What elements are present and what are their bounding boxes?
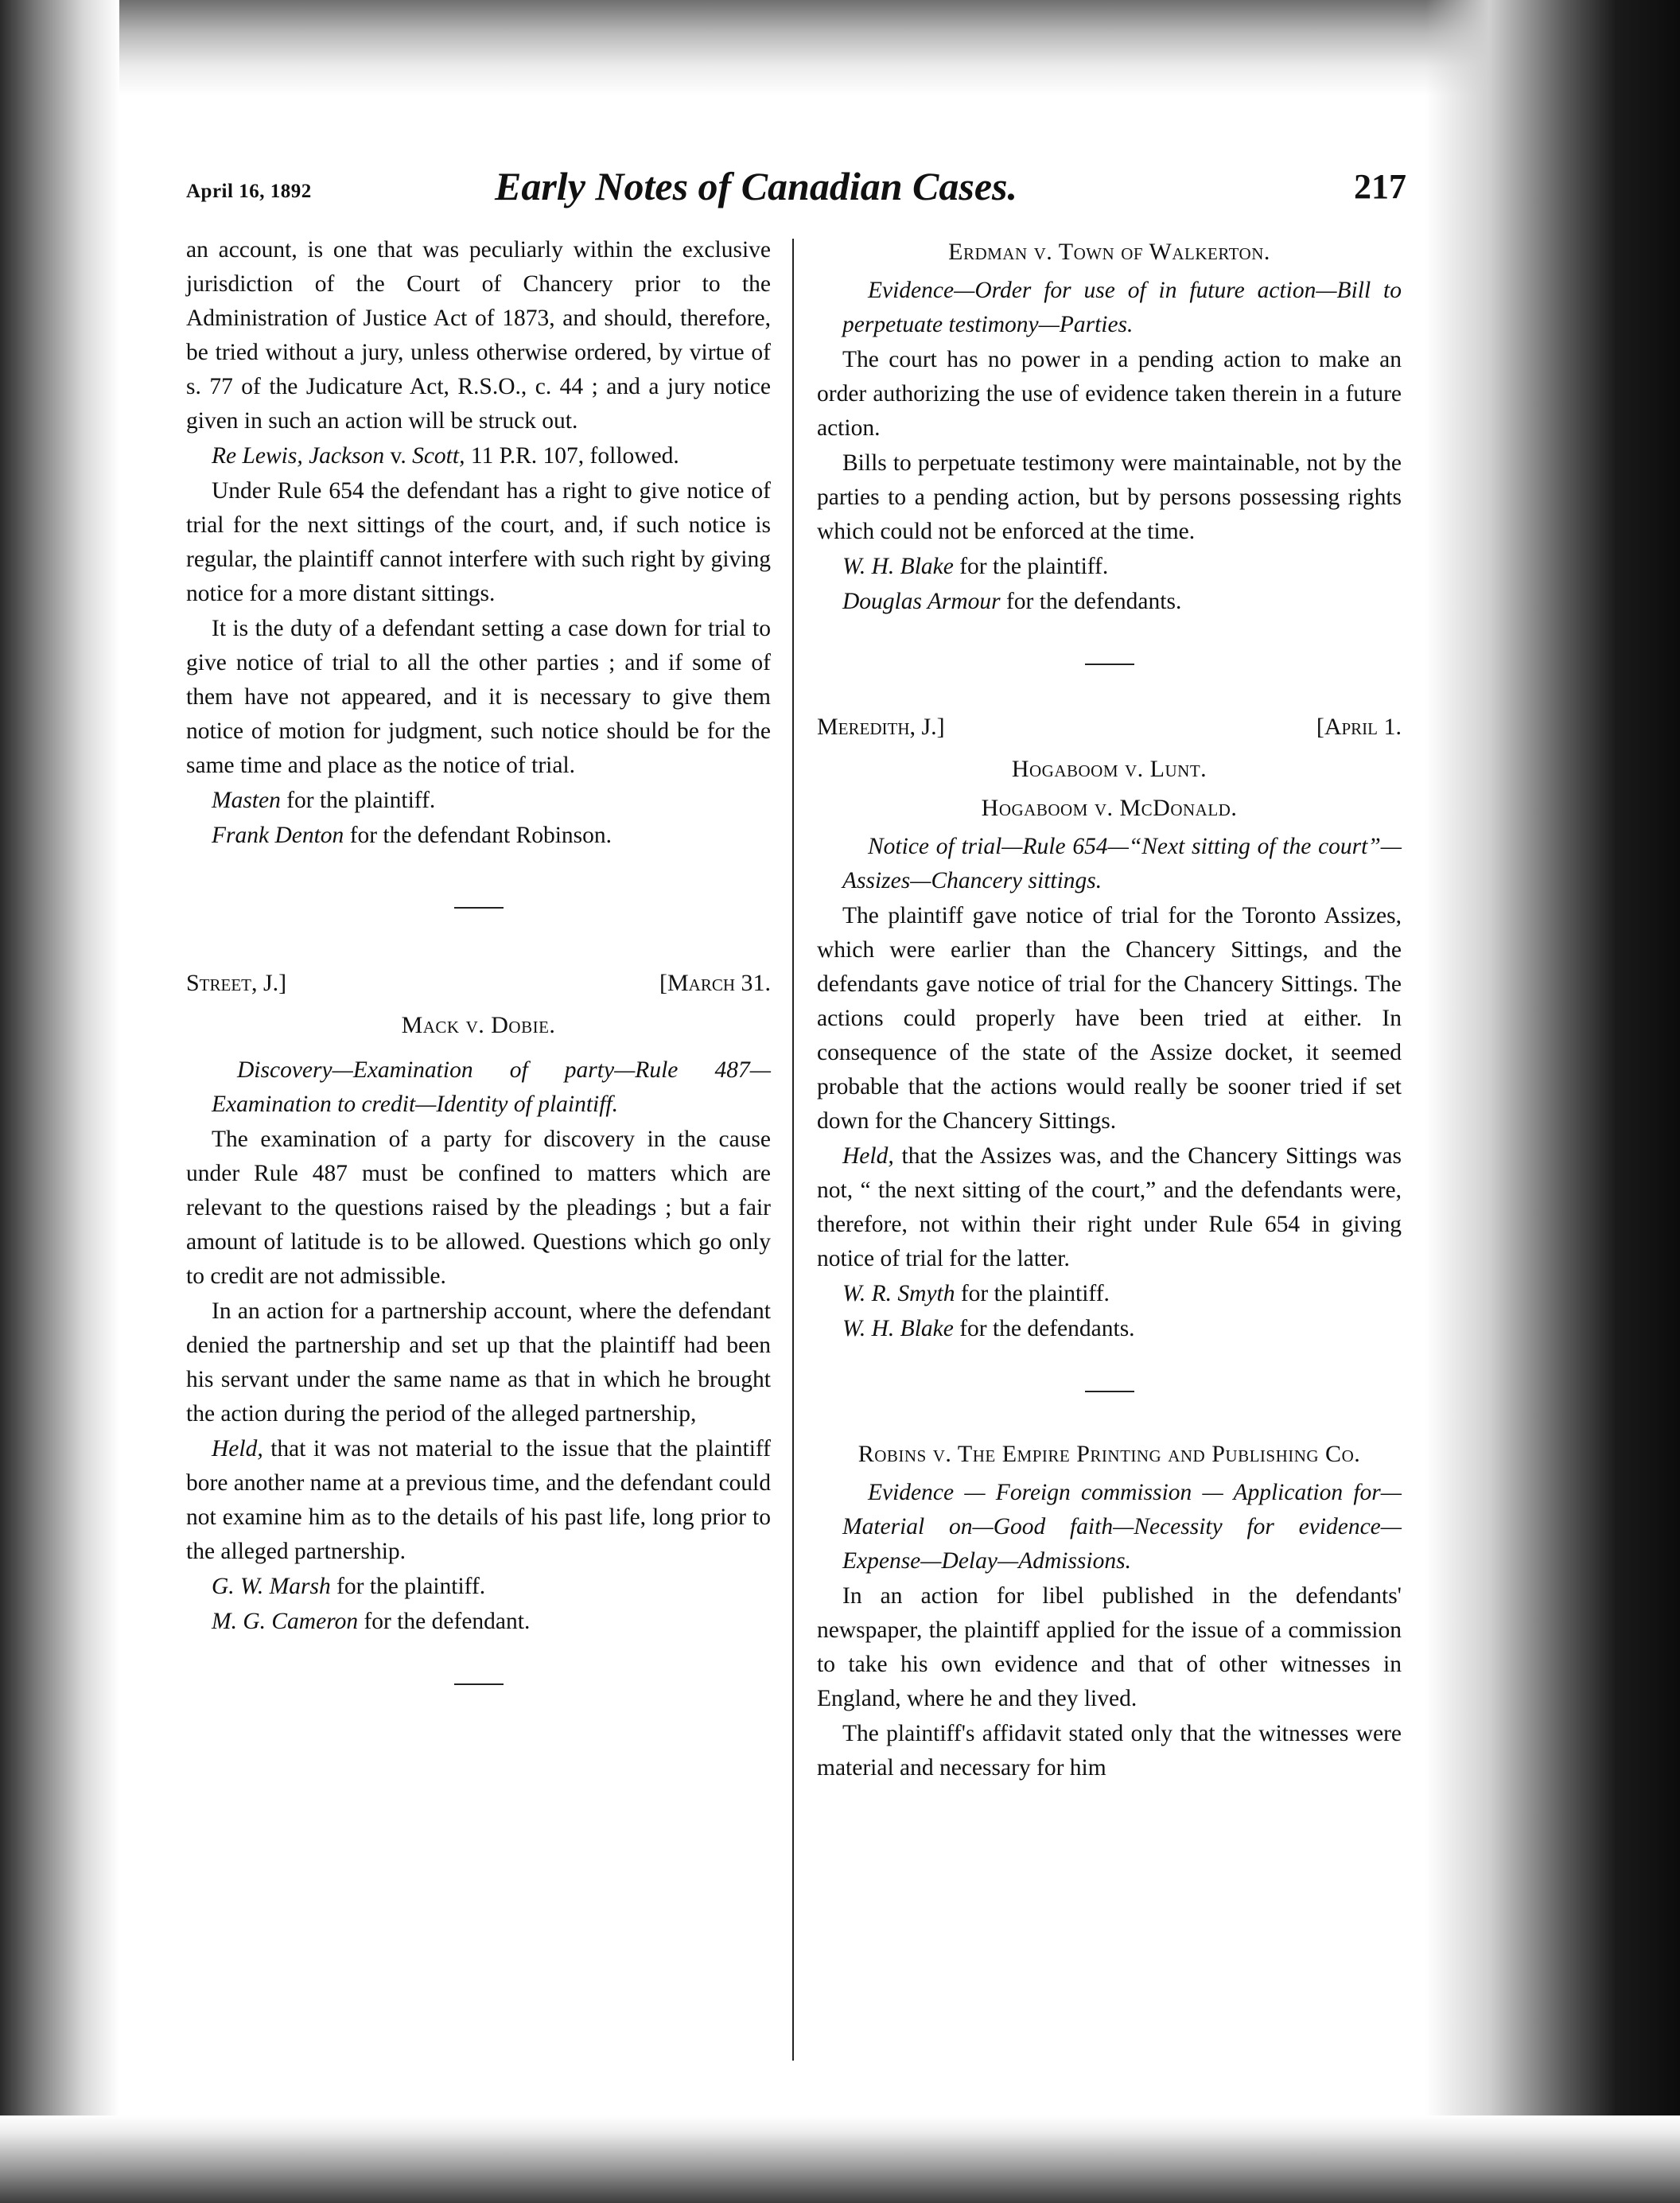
right-column	[817, 233, 1402, 1786]
body-paragraph: The plaintiff's affidavit stated only that the witnesses were material and necessary for him	[817, 1721, 1402, 1781]
citation-case-name: Re Lewis, Jackson	[212, 443, 385, 469]
issue-date: April 16, 1892	[186, 181, 312, 202]
body-paragraph: In an action for libel published in the defendants' newspaper, the plaintiff applied for the issue of a commission to take his own evidence and that of other witnesses in England, where he and they lived.	[817, 1583, 1402, 1711]
journal-title: Early Notes of Canadian Cases.	[495, 164, 1018, 208]
counsel-name: W. H. Blake	[842, 1316, 954, 1341]
counsel-line	[817, 1277, 1402, 1311]
counsel-role: for the plaintiff.	[330, 1574, 486, 1599]
column-divider	[792, 239, 794, 2061]
case-headnote: Discovery—Examination of party—Rule 487—Examination to credit—Identity of plaintiff.	[212, 1057, 771, 1117]
body-paragraph: It is the duty of a defendant setting a case down for trial to give notice of trial to all the other parties ; and if some of them have not appeared, and it is necessary to give them notice of motion for judgment, such notice should be for the same time and place as the notice of trial.	[186, 616, 771, 778]
document-page	[177, 155, 1433, 2104]
case-headnote: Evidence—Order for use of in future action—Bill to perpetuate testimony—Parties.	[842, 278, 1402, 337]
case-headnote: Notice of trial—Rule 654—“Next sitting of the court”—Assizes—Chancery sittings.	[842, 834, 1402, 893]
citation-versus: v.	[384, 443, 413, 469]
judge-name: Street, J.]	[186, 970, 287, 996]
held-text: that it was not material to the issue that the plaintiff bore another name at a previous time, and the defendant could not examine him as to the details of his past life, long prior to the alleged partnership.	[186, 1436, 771, 1564]
counsel-line	[186, 784, 771, 818]
held-text: that the Assizes was, and the Chancery Sittings was not, “ the next sitting of the court,” and the defendants were, therefore, not within their right under Rule 654 in giving notice of trial for the latter.	[817, 1143, 1402, 1271]
counsel-line	[817, 585, 1402, 619]
body-paragraph: The examination of a party for discovery in the cause under Rule 487 must be confined to matters which are relevant to the questions raised by the pleadings ; but a fair amount of latitude is to be allowed. Questions which go only to credit are not admissible.	[186, 1127, 771, 1289]
counsel-line	[186, 1605, 771, 1639]
body-paragraph: Under Rule 654 the defendant has a right to give notice of trial for the next sittings of the court, and, if such notice is regular, the plaintiff cannot interfere with such right by giving notice for a more distant sittings.	[186, 478, 771, 606]
decision-date: [April 1.	[1316, 714, 1402, 740]
counsel-line	[186, 1570, 771, 1604]
counsel-role: for the plaintiff.	[953, 554, 1109, 579]
page-number: 217	[1354, 167, 1406, 206]
continued-paragraph: an account, is one that was peculiarly within the exclusive jurisdiction of the Court of Chancery prior to the Administration of Justice Act of 1873, and should, therefore, be tried without a jury, unless otherwise ordered, by virtue of s. 77 of the Judicature Act, R.S.O., c. 44 ; and a jury notice given in such an action will be struck out.	[186, 237, 771, 434]
section-rule	[454, 1683, 504, 1685]
body-paragraph: The court has no power in a pending action to make an order authorizing the use of evidence taken therein in a future action.	[817, 347, 1402, 441]
citation-reference: 11 P.R. 107, followed.	[465, 443, 679, 469]
case-title: Hogaboom v. Lunt.	[1011, 756, 1208, 782]
scan-edge-right	[1425, 0, 1680, 2203]
counsel-role: for the plaintiff.	[280, 788, 436, 813]
counsel-name: G. W. Marsh	[212, 1574, 331, 1599]
section-rule	[1085, 664, 1134, 665]
body-paragraph: In an action for a partnership account, where the defendant denied the partnership and set up that the plaintiff had been his servant under the same name as that in which he brought the action during the period of the alleged partnership,	[186, 1298, 771, 1427]
counsel-line	[186, 819, 771, 853]
left-column	[186, 233, 771, 1730]
case-title: Erdman v. Town of Walkerton.	[948, 239, 1270, 265]
judge-date-line	[817, 710, 1402, 744]
case-title-2: Hogaboom v. McDonald.	[981, 795, 1238, 821]
section-rule	[1085, 1391, 1134, 1392]
judge-date-line	[186, 966, 771, 1000]
counsel-role: for the defendant.	[358, 1609, 531, 1634]
counsel-name: Douglas Armour	[842, 589, 1001, 614]
section-rule	[454, 907, 504, 909]
counsel-role: for the defendants.	[953, 1316, 1135, 1341]
held-paragraph	[817, 1139, 1402, 1276]
counsel-name: W. H. Blake	[842, 554, 954, 579]
body-paragraph: Bills to perpetuate testimony were maintainable, not by the parties to a pending action, but by persons possessing rights which could not be enforced at the time.	[817, 450, 1402, 544]
counsel-name: Frank Denton	[212, 823, 344, 848]
counsel-line	[817, 550, 1402, 584]
held-paragraph	[186, 1432, 771, 1569]
running-head	[177, 155, 1433, 219]
counsel-role: for the defendants.	[1000, 589, 1182, 614]
citation-paragraph	[186, 439, 771, 473]
decision-date: [March 31.	[659, 970, 771, 996]
held-label: Held,	[842, 1143, 894, 1169]
judge-name: Meredith, J.]	[817, 714, 945, 740]
counsel-role: for the defendant Robinson.	[344, 823, 612, 848]
counsel-name: W. R. Smyth	[842, 1281, 955, 1306]
scan-edge-left	[0, 0, 119, 2203]
counsel-line	[817, 1312, 1402, 1346]
citation-case-name-2: Scott,	[412, 443, 465, 469]
scan-edge-bottom	[0, 2115, 1680, 2203]
case-title: Robins v. The Empire Printing and Publishing Co.	[858, 1441, 1361, 1467]
case-headnote: Evidence — Foreign commission — Application for—Material on—Good faith—Necessity for evidence—Expense—Delay—Admissions.	[842, 1480, 1402, 1574]
counsel-name: Masten	[212, 788, 281, 813]
counsel-role: for the plaintiff.	[955, 1281, 1110, 1306]
case-title: Mack v. Dobie.	[401, 1012, 556, 1038]
held-label: Held,	[212, 1436, 263, 1462]
counsel-name: M. G. Cameron	[212, 1609, 359, 1634]
body-paragraph: The plaintiff gave notice of trial for the Toronto Assizes, which were earlier than the Chancery Sittings, and the defendants gave notice of trial for the Chancery Sittings. The actions could properly have been tried at either. In consequence of the state of the Assize docket, it seemed probable that the actions would really be sooner tried if set down for the Chancery Sittings.	[817, 903, 1402, 1134]
